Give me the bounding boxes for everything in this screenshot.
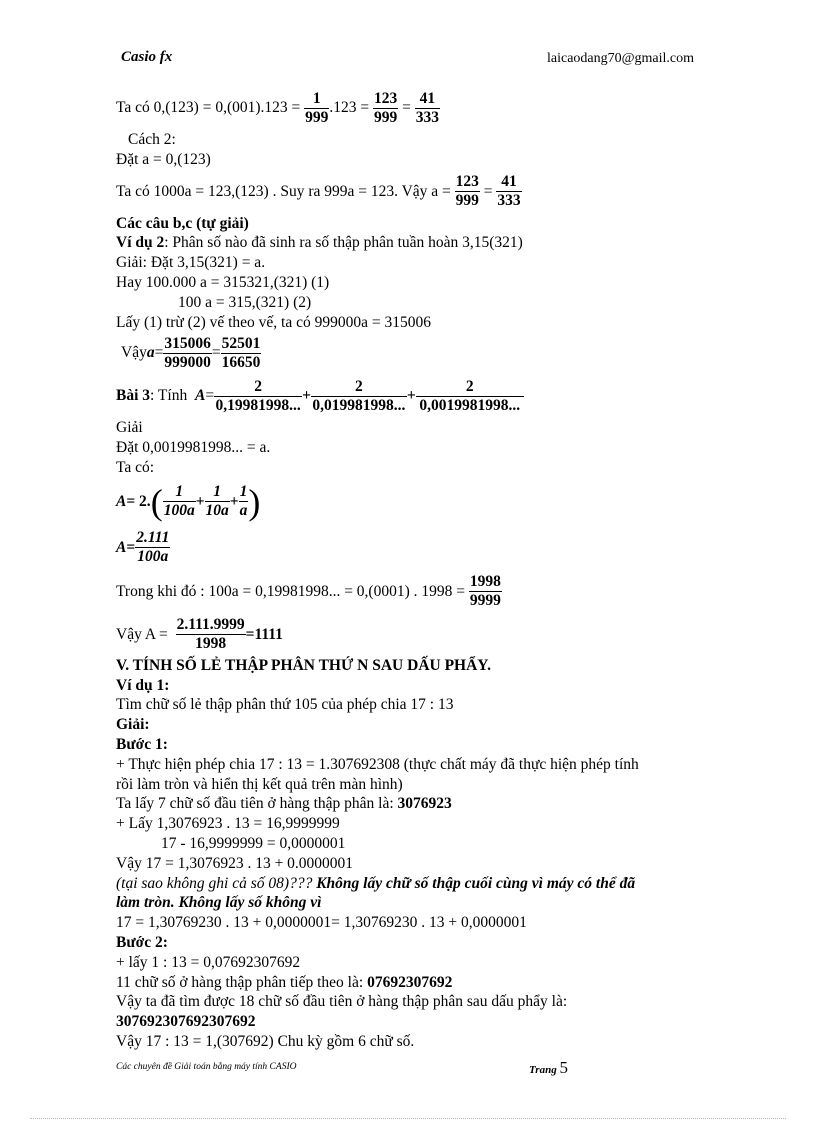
text-line: Lấy (1) trừ (2) vế theo vế, ta có 999000a = 315006: [116, 313, 431, 331]
text: +: [406, 387, 416, 405]
equation-line-3: [116, 332, 736, 374]
fraction: $\frac{41}{333}$: [415, 89, 440, 126]
text-line: + Thực hiện phép chia 17 : 13 = 1.307692308 (thực chất máy đã thực hiện phép tính: [116, 755, 639, 773]
fraction: $\frac{52501}{16650}$: [221, 334, 261, 371]
fraction: $\frac{1}{a}$: [239, 483, 248, 520]
text-line: Vậy 17 = 1,3076923 . 13 + 0.0000001: [116, 854, 354, 872]
text-line: Cách 2:: [128, 131, 176, 148]
variable: A: [116, 492, 127, 510]
fraction: $\frac{1}{10a}$: [205, 483, 229, 520]
variable: a: [146, 344, 155, 362]
text-line: Bước 1:: [116, 735, 168, 753]
text-line: + lấy 1 : 13 = 0,07692307692: [116, 953, 301, 971]
text-line: Ví dụ 1:: [116, 676, 170, 694]
text-line: [116, 973, 736, 993]
fraction: $\frac{2}{0,19981998...}$: [215, 377, 301, 414]
fraction: $\frac{2.111}{100a}$: [136, 529, 170, 566]
text-line: Giải:: [116, 716, 150, 734]
text-line: [116, 874, 736, 894]
text: Ta có 1000a = 123,(123) . Suy ra 999a = 123. Vậy a =: [116, 182, 451, 200]
header-email: laicaodang70@gmail.com: [547, 51, 695, 66]
footer-title: Các chuyên đề Giải toán bằng máy tính CASIO: [116, 1062, 297, 1072]
fraction: $\frac{1}{100a}$: [163, 483, 195, 520]
label: Bài 3: [116, 387, 151, 405]
text-line: rồi làm tròn và hiển thị kết quả trên màn hình): [116, 775, 403, 793]
text: Vậy: [121, 344, 147, 362]
text: Không lấy chữ số thập cuối cùng vì máy có thể đã: [316, 874, 636, 892]
fraction: $\frac{2}{0,019981998...}$: [312, 377, 406, 414]
text: +: [195, 492, 205, 510]
equation-line-7: [116, 614, 736, 656]
text: Trong khi đó : 100a = 0,19981998... = 0,(0001) . 1998 =: [116, 582, 465, 600]
label: Ví dụ 2: [116, 234, 165, 252]
exercise-3-line: [116, 374, 736, 418]
text: =: [211, 344, 221, 362]
text-line: 17 - 16,9999999 = 0,0000001: [161, 834, 346, 852]
example-2-line: [116, 233, 736, 253]
text: : Phân số nào đã sinh ra số thập phân tuần hoàn 3,15(321): [164, 234, 523, 252]
fraction: $\frac{1998}{9999}$: [469, 573, 501, 610]
text: +: [302, 387, 311, 405]
text-line: Ta có:: [116, 458, 155, 476]
text: Ta có 0,(123) = 0,(001).123 =: [116, 99, 301, 116]
text: 11 chữ số ở hàng thập phân tiếp theo là:: [116, 973, 368, 991]
text: Ta lấy 7 chữ số đầu tiên ở hàng thập phân là:: [116, 795, 398, 813]
text: = 2.: [126, 492, 151, 510]
text: Vậy A =: [116, 625, 168, 643]
text-line: Các câu b,c (tự giải): [116, 214, 249, 232]
page-divider: [30, 1118, 786, 1119]
text-line: Hay 100.000 a = 315321,(321) (1): [116, 273, 330, 291]
fraction: $\frac{123}{999}$: [455, 173, 479, 210]
text-line: Đặt a = 0,(123): [116, 150, 211, 168]
fraction: $\frac{41}{333}$: [497, 173, 521, 210]
equation-line-2: [116, 170, 736, 214]
text-line: Vậy 17 : 13 = 1,(307692) Chu kỳ gồm 6 chữ số.: [116, 1032, 415, 1050]
text-line: Tìm chữ số lẻ thập phân thứ 105 của phép chia 17 : 13: [116, 696, 454, 714]
text-line: + Lấy 1,3076923 . 13 = 16,9999999: [116, 815, 340, 833]
page-content: [116, 86, 736, 1052]
page-num: 5: [559, 1058, 568, 1077]
text-line: làm tròn. Không lấy số không vì: [116, 894, 322, 912]
text: (tại sao không ghi cả số 08)???: [116, 874, 317, 892]
page-number: [529, 1058, 568, 1078]
text-line: 307692307692307692: [116, 1013, 256, 1031]
text: =: [402, 99, 411, 116]
equation-line-5: [116, 526, 736, 570]
text-line: 100 a = 315,(321) (2): [178, 293, 312, 311]
equation-line-6: [116, 570, 736, 614]
text: =: [126, 538, 136, 556]
text-line: 17 = 1,30769230 . 13 + 0,0000001= 1,30769230 . 13 + 0,0000001: [116, 914, 527, 932]
fraction: $\frac{123}{999}$: [374, 89, 398, 126]
text: .123 =: [329, 99, 370, 116]
text: =: [483, 182, 493, 200]
text-line: Bước 2:: [116, 933, 168, 951]
text: +: [229, 492, 239, 510]
value: 07692307692: [367, 973, 453, 991]
text-line: Giải: [116, 419, 143, 437]
text-line: [116, 794, 736, 814]
text: =: [205, 387, 215, 405]
text: : Tính: [150, 387, 188, 405]
section-heading: V. TÍNH SỐ LẺ THẬP PHÂN THỨ N SAU DẤU PHẨY.: [116, 656, 491, 674]
fraction: $\frac{2.111.9999}{1998}$: [176, 616, 245, 653]
fraction: $\frac{1}{999}$: [305, 89, 329, 126]
text: =: [154, 344, 164, 362]
header-title: Casio fx: [121, 49, 173, 65]
variable: A: [116, 538, 127, 556]
text-line: Vậy ta đã tìm được 18 chữ số đầu tiên ở hàng thập phân sau dấu phẩy là:: [116, 993, 568, 1011]
fraction: $\frac{2}{0,0019981998...}$: [416, 378, 524, 415]
fraction: $\frac{315006}{999000}$: [164, 334, 211, 371]
page-label: Trang: [529, 1064, 557, 1076]
text-line: Đặt 0,0019981998... = a.: [116, 439, 271, 457]
paren-left: (: [150, 481, 163, 522]
text: =1111: [245, 625, 283, 643]
variable: A: [194, 387, 206, 405]
value: 3076923: [397, 795, 452, 813]
equation-line-4: [116, 478, 736, 526]
paren-right: ): [248, 481, 261, 522]
text-line: Giải: Đặt 3,15(321) = a.: [116, 254, 266, 272]
equation-line-1: [116, 86, 736, 130]
